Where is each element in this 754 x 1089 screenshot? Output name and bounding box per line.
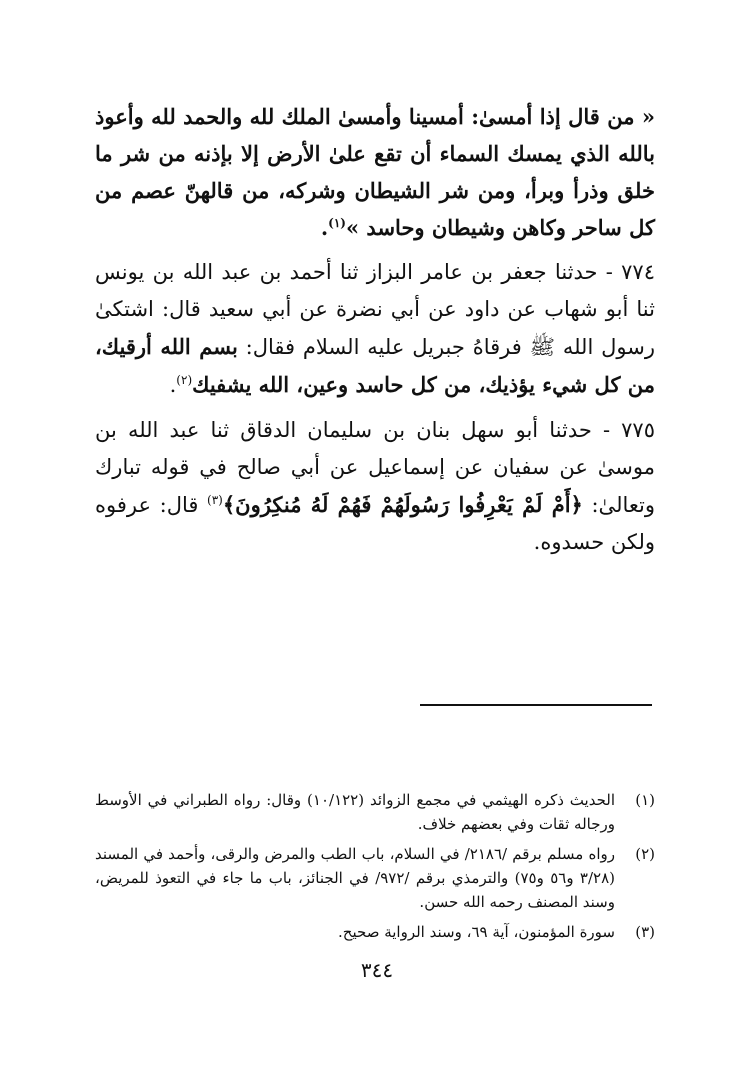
footnote-ref-2: (٢): [176, 373, 193, 387]
footnote-text: رواه مسلم برقم /٢١٨٦/ في السلام، باب الطب والمرض والرقى، وأحمد في المسند (٣/٢٨ و٥٦ و٧٥) والترمذي برقم /٩٧٢/ في الجنائز، باب ما جاء في التعوذ للمريض، وسند المصنف رحمه الله حسن.: [95, 845, 616, 911]
quran-verse: ﴿أَمْ لَمْ يَعْرِفُوا رَسُولَهُمْ فَهُمْ لَهُ مُنكِرُونَ﴾: [222, 492, 583, 517]
hadith-773-end: .: [320, 215, 329, 240]
footnote-text: سورة المؤمنون، آية ٦٩، وسند الرواية صحيح.: [338, 923, 615, 941]
footnote-separator: [420, 704, 652, 706]
hadith-774: [95, 254, 655, 404]
hadith-773: [95, 98, 655, 246]
page-number: ٣٤٤: [360, 958, 394, 982]
footnote-number: (٣): [635, 923, 655, 941]
main-text: [95, 98, 655, 569]
hadith-775-end: قال: عرفوه ولكن حسدوه.: [95, 493, 655, 554]
footnote-number: (٢): [635, 845, 655, 863]
hadith-774-text: بسم الله أرقيك، من كل شيء يؤذيك، من كل حاسد وعين، الله يشفيك: [95, 334, 655, 397]
footnote-3: [95, 920, 655, 944]
hadith-775: [95, 412, 655, 561]
footnote-2: [95, 842, 655, 914]
footnote-1: [95, 788, 655, 836]
hadith-774-chain: ٧٧٤ - حدثنا جعفر بن عامر البزاز ثنا أحمد بن عبد الله بن يونس ثنا أبو شهاب عن داود عن أبي نضرة عن أبي سعيد قال: اشتكىٰ رسول الله ﷺ فرقاهُ جبريل عليه السلام فقال:: [95, 260, 655, 359]
footnote-ref-1: (١): [328, 216, 346, 230]
footnote-text: الحديث ذكره الهيثمي في مجمع الزوائد (١٠/١٢٢) وقال: رواه الطبراني في الأوسط ورجاله ثقات وفي بعضهم خلاف.: [95, 791, 616, 833]
footnote-number: (١): [635, 791, 655, 809]
hadith-774-end: .: [169, 373, 177, 397]
footnotes: [95, 788, 655, 950]
footnote-ref-3: (٣): [207, 493, 223, 507]
hadith-775-chain: ٧٧٥ - حدثنا أبو سهل بنان بن سليمان الدقاق ثنا عبد الله بن موسىٰ عن سفيان عن إسماعيل عن أبي صالح في قوله تبارك وتعالىٰ:: [95, 418, 655, 517]
hadith-773-text: « من قال إذا أمسىٰ: أمسينا وأمسىٰ الملك لله والحمد لله وأعوذ بالله الذي يمسك السماء أن تقع علىٰ الأرض إلا بإذنه من شر ما خلق وذرأ وبرأ، ومن شر الشيطان وشركه، من قالهنّ عصم من كل ساحر وكاهن وشيطان وحاسد »: [95, 104, 655, 240]
